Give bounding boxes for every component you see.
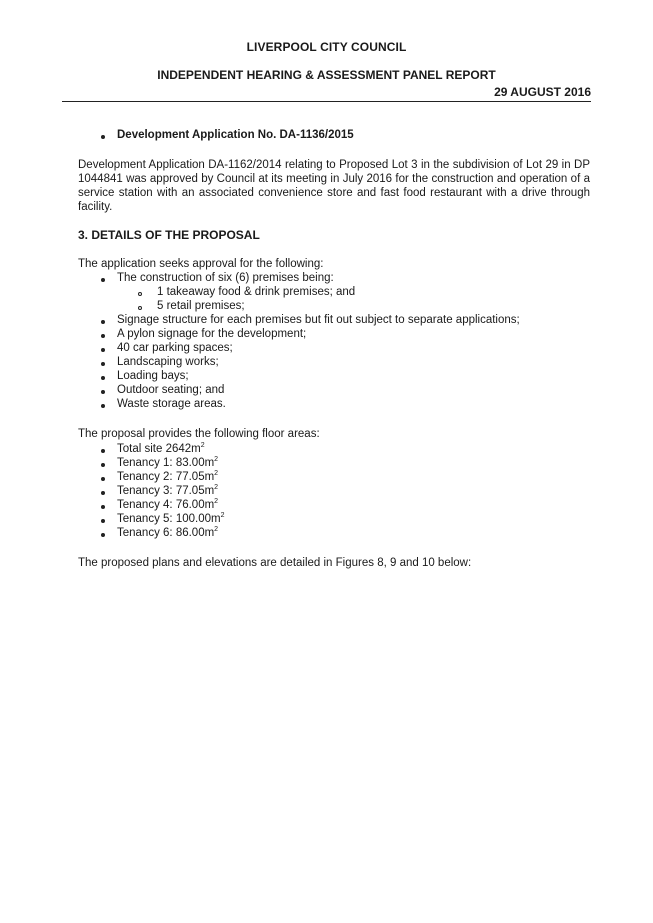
bullet-icon: [101, 477, 105, 481]
application-number: Development Application No. DA-1136/2015: [117, 129, 354, 141]
bullet-icon: [101, 463, 105, 467]
approval-item: Signage structure for each premises but fit out subject to separate applications;: [117, 314, 520, 326]
closing-sentence: The proposed plans and elevations are detailed in Figures 8, 9 and 10 below:: [78, 557, 472, 569]
bullet-icon: [101, 519, 105, 523]
council-name: LIVERPOOL CITY COUNCIL: [246, 40, 407, 54]
unit-superscript: 2: [214, 470, 219, 478]
bullet-icon: [101, 376, 105, 380]
premises-subitem: 1 takeaway food & drink premises; and: [157, 286, 356, 298]
unit-superscript: 2: [214, 484, 219, 492]
premises-subitem: 5 retail premises;: [157, 300, 245, 312]
floor-item: [117, 512, 224, 526]
floor-item-label: Total site 2642m: [117, 443, 201, 455]
unit-superscript: 2: [220, 512, 225, 520]
bullet-icon: [101, 320, 105, 324]
bullet-icon: [101, 278, 105, 282]
approval-item: Loading bays;: [117, 370, 189, 382]
floor-item-label: Tenancy 1: 83.00m: [117, 457, 215, 469]
bullet-icon: [101, 390, 105, 394]
floor-item: [117, 498, 218, 512]
bullet-icon: [101, 404, 105, 408]
bullet-icon: [101, 135, 105, 139]
approval-item: 40 car parking spaces;: [117, 342, 233, 354]
unit-superscript: 2: [214, 456, 219, 464]
bullet-icon: [101, 533, 105, 537]
sub-bullet-icon: [138, 306, 142, 310]
section-heading: 3. DETAILS OF THE PROPOSAL: [78, 228, 260, 242]
unit-superscript: 2: [200, 442, 205, 450]
approval-item: A pylon signage for the development;: [117, 328, 307, 340]
floor-item-label: Tenancy 4: 76.00m: [117, 499, 215, 511]
intro-text: Development Application DA-1162/2014 relating to Proposed Lot 3 in the subdivision of Lot 29 in DP 1044841 was approved by Council at its meeting in July 2016 for the construction and operation of a service station with an associated convenience store and fast food restaurant with a drive through facility.: [78, 159, 590, 213]
bullet-icon: [101, 362, 105, 366]
report-date: 29 AUGUST 2016: [494, 85, 591, 99]
unit-superscript: 2: [214, 498, 219, 506]
floor-item-label: Tenancy 5: 100.00m: [117, 513, 221, 525]
bullet-icon: [101, 334, 105, 338]
approval-item: Waste storage areas.: [117, 398, 226, 410]
bullet-icon: [101, 348, 105, 352]
bullet-icon: [101, 505, 105, 509]
intro-paragraph: [78, 158, 590, 214]
floor-item-label: Tenancy 6: 86.00m: [117, 527, 215, 539]
floor-lead: The proposal provides the following floor areas:: [78, 428, 320, 440]
approval-item: Landscaping works;: [117, 356, 219, 368]
unit-superscript: 2: [214, 526, 219, 534]
sub-bullet-icon: [138, 292, 142, 296]
floor-item: [117, 456, 218, 470]
approval-lead: The application seeks approval for the following:: [78, 258, 324, 270]
approval-item: Outdoor seating; and: [117, 384, 225, 396]
floor-item: [117, 470, 218, 484]
floor-item: [117, 484, 218, 498]
floor-item-label: Tenancy 3: 77.05m: [117, 485, 215, 497]
bullet-icon: [101, 449, 105, 453]
report-title: INDEPENDENT HEARING & ASSESSMENT PANEL REPORT: [157, 68, 496, 82]
floor-item-label: Tenancy 2: 77.05m: [117, 471, 215, 483]
floor-item: [117, 442, 205, 456]
bullet-icon: [101, 491, 105, 495]
floor-item: [117, 526, 218, 540]
header-divider: [62, 101, 591, 102]
approval-item: The construction of six (6) premises being:: [117, 272, 334, 284]
